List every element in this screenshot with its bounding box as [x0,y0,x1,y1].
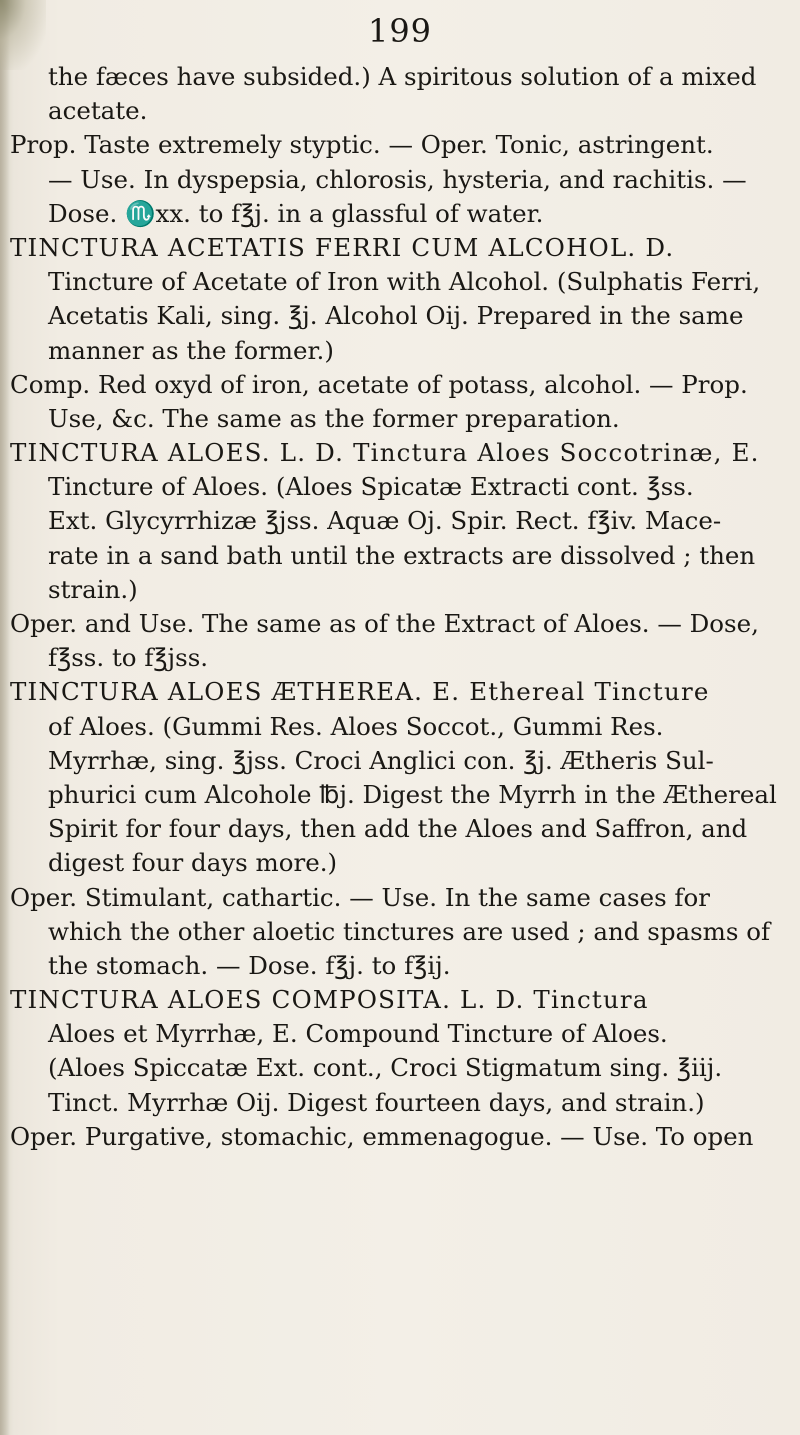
text-line: Oper. Purgative, stomachic, emmenagogue. — Use. To open [10,1121,754,1151]
text-line: Use, &c. The same as the former preparation. [48,403,620,433]
entry-heading-line: TINCTURA ALOES. L. D. Tinctura Aloes Soccotrinæ, E. [10,438,760,468]
text-line: rate in a sand bath until the extracts are dissolved ; then [48,540,756,570]
text-line: of Aloes. (Gummi Res. Aloes Soccot., Gummi Res. [48,711,664,741]
text-line: Acetatis Kali, sing. ℥j. Alcohol Oij. Prepared in the same [48,301,744,331]
text-line: Dose. ♏xx. to f℥j. in a glassful of water. [48,198,544,228]
text-line: Tincture of Aloes. (Aloes Spicatæ Extracti cont. ℥ss. [48,472,694,502]
text-line: strain.) [48,574,138,604]
text-line: — Use. In dyspepsia, chlorosis, hysteria, and rachitis. — [48,164,747,194]
text-line: (Aloes Spiccatæ Ext. cont., Croci Stigmatum sing. ℥iij. [48,1053,723,1083]
text-line: phurici cum Alcohole ℔j. Digest the Myrrh in the Æthereal [48,779,777,809]
text-line: Aloes et Myrrhæ, E. Compound Tincture of Aloes. [48,1019,668,1049]
entry-heading-line: TINCTURA ALOES ÆTHEREA. E. Ethereal Tincture [10,677,710,707]
text-line: the stomach. — Dose. f℥j. to f℥ij. [48,950,451,980]
gutter-shadow [0,0,10,1435]
text-line: Oper. Stimulant, cathartic. — Use. In the same cases for [10,882,710,912]
entry-heading-line: TINCTURA ACETATIS FERRI CUM ALCOHOL. D. [10,232,675,262]
text-line: which the other aloetic tinctures are used ; and spasms of [48,916,771,946]
text-line: Prop. Taste extremely styptic. — Oper. Tonic, astringent. [10,130,714,160]
body-text [10,60,790,1154]
text-line: Tincture of Acetate of Iron with Alcohol. (Sulphatis Ferri, [48,267,761,297]
text-line: the fæces have subsided.) A spiritous solution of a mixed [48,62,757,91]
text-line: Oper. and Use. The same as of the Extract of Aloes. — Dose, [10,609,759,638]
text-line: Comp. Red oxyd of iron, acetate of potass, alcohol. — Prop. [10,369,748,399]
text-line: acetate. [48,96,148,126]
text-line: digest four days more.) [48,848,338,878]
entry-heading-line: TINCTURA ALOES COMPOSITA. L. D. Tinctura [10,985,649,1015]
text-line: Ext. Glycyrrhizæ ℥jss. Aquæ Oj. Spir. Rect. f℥iv. Mace- [48,506,722,536]
text-line: manner as the former.) [48,335,334,365]
text-line: f℥ss. to f℥jss. [48,643,209,673]
text-line: Spirit for four days, then add the Aloes and Saffron, and [48,814,748,844]
text-line: Tinct. Myrrhæ Oij. Digest fourteen days, and strain.) [48,1087,705,1117]
page-number: 199 [367,12,433,50]
text-line: Myrrhæ, sing. ℥jss. Croci Anglici con. ℥j. Ætheris Sul- [48,745,714,775]
